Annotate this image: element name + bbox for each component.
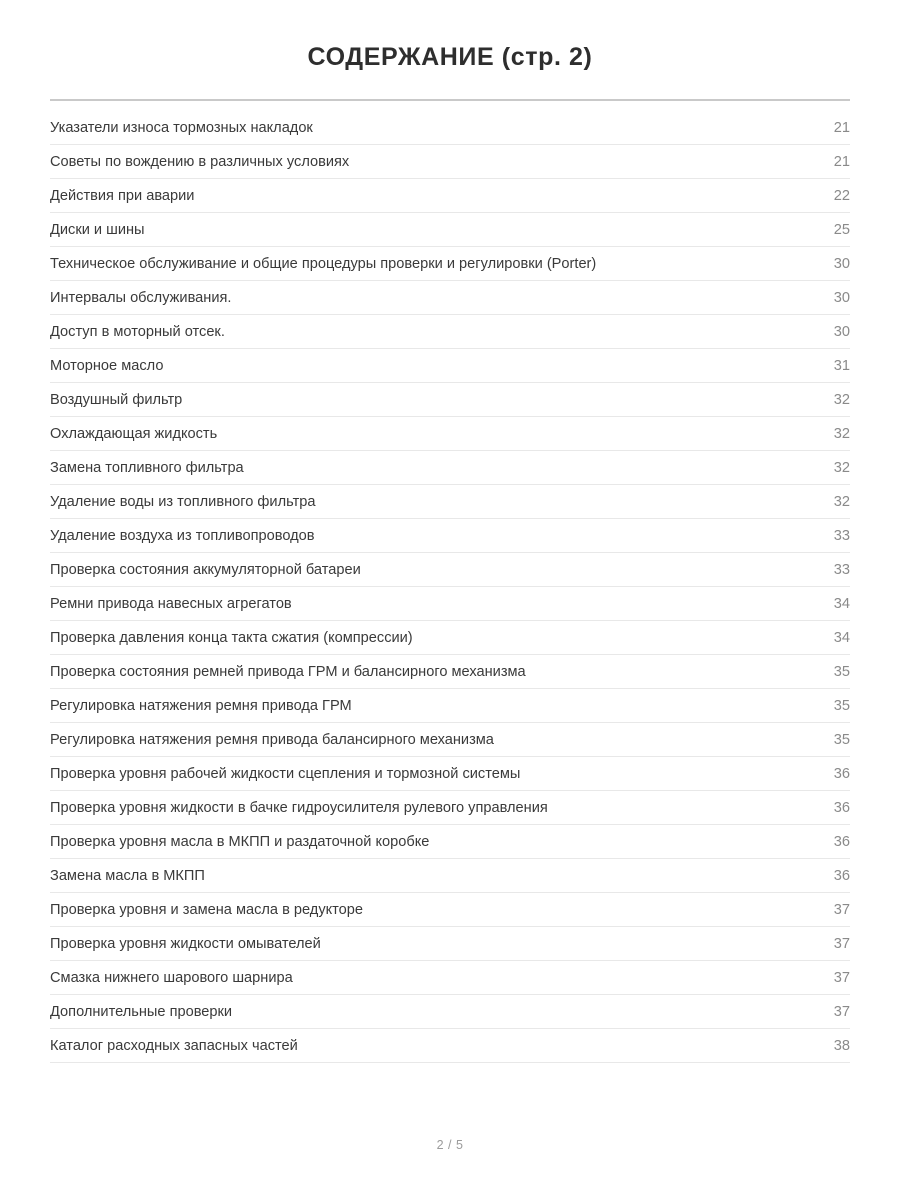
toc-entry-title: Доступ в моторный отсек. <box>50 323 225 340</box>
toc-entry-title: Советы по вождению в различных условиях <box>50 153 350 170</box>
toc-entry[interactable] <box>50 791 850 825</box>
toc-entry-page-number: 34 <box>833 629 850 646</box>
toc-entry-page-number: 32 <box>833 459 850 476</box>
toc-entry-title: Удаление воды из топливного фильтра <box>50 493 316 510</box>
toc-entry[interactable] <box>50 451 850 485</box>
toc-entry-page-number: 21 <box>833 119 850 136</box>
toc-entry-page-number: 36 <box>833 867 850 884</box>
toc-entry-page-number: 38 <box>833 1037 850 1054</box>
toc-entry[interactable] <box>50 825 850 859</box>
toc-entry[interactable] <box>50 655 850 689</box>
toc-entry-title: Регулировка натяжения ремня привода ГРМ <box>50 697 352 714</box>
toc-entry-title: Замена масла в МКПП <box>50 867 205 884</box>
toc-entry-title: Проверка уровня и замена масла в редукторе <box>50 901 364 918</box>
toc-entry-title: Ремни привода навесных агрегатов <box>50 595 292 612</box>
toc-entry[interactable] <box>50 893 850 927</box>
toc-entry-page-number: 37 <box>833 969 850 986</box>
toc-entry-title: Воздушный фильтр <box>50 391 183 408</box>
toc-entry-title: Указатели износа тормозных накладок <box>50 119 313 136</box>
page-footer: 2 / 5 <box>436 1138 464 1152</box>
toc-entry[interactable] <box>50 961 850 995</box>
toc-entry-title: Проверка состояния аккумуляторной батареи <box>50 561 361 578</box>
toc-entry[interactable] <box>50 179 850 213</box>
toc-entry-page-number: 21 <box>833 153 850 170</box>
toc-entry[interactable] <box>50 213 850 247</box>
toc-entry-page-number: 36 <box>833 765 850 782</box>
toc-entry-title: Проверка уровня жидкости омывателей <box>50 935 321 952</box>
toc-entry-title: Интервалы обслуживания. <box>50 289 232 306</box>
toc-entry-title: Проверка состояния ремней привода ГРМ и балансирного механизма <box>50 663 526 680</box>
toc-entry[interactable] <box>50 723 850 757</box>
toc-entry-page-number: 34 <box>833 595 850 612</box>
toc-entry[interactable] <box>50 995 850 1029</box>
toc-entry-title: Действия при аварии <box>50 187 195 204</box>
toc-entry[interactable] <box>50 485 850 519</box>
toc-entry[interactable] <box>50 1029 850 1063</box>
toc-entry[interactable] <box>50 349 850 383</box>
toc-entry-page-number: 31 <box>833 357 850 374</box>
toc-entry-page-number: 36 <box>833 799 850 816</box>
toc-entry-page-number: 32 <box>833 493 850 510</box>
toc-entry-title: Дополнительные проверки <box>50 1003 233 1020</box>
toc-entry-page-number: 37 <box>833 1003 850 1020</box>
toc-entry-title: Удаление воздуха из топливопроводов <box>50 527 315 544</box>
toc-entry-title: Каталог расходных запасных частей <box>50 1037 298 1054</box>
toc-entry[interactable] <box>50 859 850 893</box>
toc-entry-page-number: 33 <box>833 561 850 578</box>
toc-entry-page-number: 33 <box>833 527 850 544</box>
toc-entry-title: Техническое обслуживание и общие процедуры проверки и регулировки (Porter) <box>50 255 597 272</box>
toc-entry-title: Проверка уровня масла в МКПП и раздаточной коробке <box>50 833 430 850</box>
toc-entry-title: Регулировка натяжения ремня привода балансирного механизма <box>50 731 494 748</box>
toc-entry-page-number: 35 <box>833 731 850 748</box>
toc-entry-page-number: 36 <box>833 833 850 850</box>
toc-entry[interactable] <box>50 315 850 349</box>
toc-entry[interactable] <box>50 621 850 655</box>
toc-entry-page-number: 32 <box>833 425 850 442</box>
toc-entry-page-number: 30 <box>833 289 850 306</box>
toc-entry-page-number: 35 <box>833 697 850 714</box>
toc-entry[interactable] <box>50 519 850 553</box>
toc-entry[interactable] <box>50 587 850 621</box>
page-title: СОДЕРЖАНИЕ (стр. 2) <box>307 43 593 71</box>
toc-entry[interactable] <box>50 145 850 179</box>
toc-entry[interactable] <box>50 247 850 281</box>
toc-entry[interactable] <box>50 553 850 587</box>
toc-entry-page-number: 30 <box>833 255 850 272</box>
toc-entry-title: Моторное масло <box>50 357 164 374</box>
toc-entry-title: Диски и шины <box>50 221 145 238</box>
toc-entry-page-number: 25 <box>833 221 850 238</box>
toc-entry[interactable] <box>50 689 850 723</box>
table-of-contents <box>50 101 850 1063</box>
toc-entry-page-number: 30 <box>833 323 850 340</box>
toc-entry[interactable] <box>50 757 850 791</box>
toc-entry[interactable] <box>50 281 850 315</box>
toc-entry-title: Проверка уровня жидкости в бачке гидроусилителя рулевого управления <box>50 799 548 816</box>
toc-entry[interactable] <box>50 111 850 145</box>
toc-entry[interactable] <box>50 417 850 451</box>
toc-entry-title: Охлаждающая жидкость <box>50 425 218 442</box>
toc-entry[interactable] <box>50 927 850 961</box>
toc-entry-title: Проверка уровня рабочей жидкости сцепления и тормозной системы <box>50 765 521 782</box>
toc-entry-page-number: 32 <box>833 391 850 408</box>
toc-entry-title: Проверка давления конца такта сжатия (компрессии) <box>50 629 413 646</box>
toc-entry-page-number: 37 <box>833 935 850 952</box>
toc-entry-page-number: 37 <box>833 901 850 918</box>
toc-entry-title: Замена топливного фильтра <box>50 459 244 476</box>
toc-entry-page-number: 35 <box>833 663 850 680</box>
toc-entry[interactable] <box>50 383 850 417</box>
toc-entry-page-number: 22 <box>833 187 850 204</box>
toc-entry-title: Смазка нижнего шарового шарнира <box>50 969 293 986</box>
